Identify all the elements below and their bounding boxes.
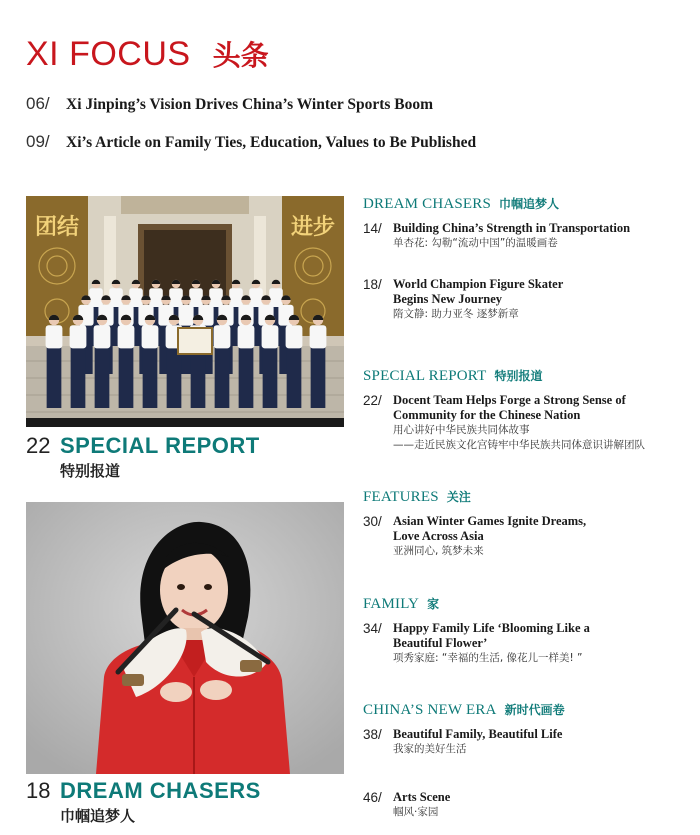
toc-item-page: 34/ xyxy=(363,621,382,636)
top-item-title: Xi’s Article on Family Ties, Education, Values to Be Published xyxy=(66,134,477,151)
skater-photo-image xyxy=(26,502,344,774)
caption-title-en: SPECIAL REPORT xyxy=(60,433,260,458)
toc-item-page: 30/ xyxy=(363,514,382,529)
section-title-zh: 特别报道 xyxy=(494,369,543,383)
person-figure xyxy=(94,315,111,408)
page-header xyxy=(26,34,269,74)
section-title-en: FAMILY xyxy=(363,596,420,612)
group-photo-image xyxy=(26,196,344,427)
toc-item-subtitle: 单杏花: 勾勒“流动中国”的温暖画卷 xyxy=(393,237,558,249)
top-item-title: Xi Jinping’s Vision Drives China’s Winter Sports Boom xyxy=(66,96,434,113)
toc-item[interactable] xyxy=(363,621,693,666)
toc-item-subtitle: 帼风·家园 xyxy=(393,806,439,818)
section-family xyxy=(363,595,693,666)
toc-item-subtitle: 亚洲同心, 筑梦未来 xyxy=(393,545,484,557)
toc-item[interactable] xyxy=(363,393,693,453)
toc-item-title: Happy Family Life ‘Blooming Like a Beautiful Flower’ xyxy=(393,621,590,650)
header-title-en: XI FOCUS xyxy=(26,35,191,73)
caption-page-number: 18 xyxy=(26,778,51,803)
person-figure xyxy=(238,315,255,408)
toc-item-page: 22/ xyxy=(363,393,382,408)
person-figure xyxy=(262,315,279,408)
caption-title-zh: 巾帼追梦人 xyxy=(60,807,136,825)
toc-item-page: 46/ xyxy=(363,790,382,805)
toc-item-subtitle: 隋文静: 助力亚冬 逐梦新章 xyxy=(393,308,519,320)
section-special-report xyxy=(363,367,693,453)
toc-item[interactable] xyxy=(363,790,693,820)
header-title-zh: 头条 xyxy=(212,39,269,72)
person-figure xyxy=(46,315,63,408)
caption-title-zh: 特别报道 xyxy=(60,462,121,480)
top-item[interactable] xyxy=(26,94,433,114)
toc-item-title: Asian Winter Games Ignite Dreams, Love Across Asia xyxy=(393,514,587,543)
certificate xyxy=(178,328,212,354)
toc-item-page: 38/ xyxy=(363,727,382,742)
section-features xyxy=(363,488,693,559)
toc-item-title: Docent Team Helps Forge a Strong Sense of Community for the Chinese Nation xyxy=(393,393,626,422)
toc-item-page: 14/ xyxy=(363,221,382,236)
toc-item-subtitle: 我家的美好生活 xyxy=(393,743,467,755)
dream-chasers-caption xyxy=(26,778,261,826)
top-item[interactable] xyxy=(26,132,476,152)
section-new-era xyxy=(363,701,693,757)
person-figure xyxy=(286,315,303,408)
toc-item-title: Building China’s Strength in Transportation xyxy=(393,221,631,235)
section-dream-chasers xyxy=(363,195,693,322)
section-title-en: DREAM CHASERS xyxy=(363,196,492,212)
person-figure xyxy=(118,315,135,408)
section-title-zh: 新时代画卷 xyxy=(504,703,565,717)
section-title-zh: 家 xyxy=(427,597,440,611)
toc-item[interactable] xyxy=(363,514,693,559)
toc-item-subtitle-2: ——走近民族文化宫铸牢中华民族共同体意识讲解团队 xyxy=(393,439,645,451)
caption-page-number: 22 xyxy=(26,433,51,458)
person-figure xyxy=(214,315,231,408)
section-title-en: SPECIAL REPORT xyxy=(363,368,487,384)
person-figure xyxy=(142,315,159,408)
top-item-page: 06/ xyxy=(26,94,50,113)
toc-item[interactable] xyxy=(363,221,693,251)
person-figure xyxy=(310,315,327,408)
toc-item-title: World Champion Figure Skater Begins New Journey xyxy=(393,277,564,306)
banner-right-text: 进步 xyxy=(290,215,336,240)
banner-left-text: 团结 xyxy=(34,215,80,240)
caption-title-en: DREAM CHASERS xyxy=(60,778,261,803)
dream-chasers-photo[interactable] xyxy=(26,502,344,774)
toc-item-title: Beautiful Family, Beautiful Life xyxy=(393,727,563,741)
toc-item[interactable] xyxy=(363,277,693,322)
top-item-page: 09/ xyxy=(26,132,50,151)
toc-item-subtitle: 项秀家庭: “幸福的生活, 像花儿一样美! ” xyxy=(393,652,583,664)
section-arts xyxy=(363,784,693,820)
toc-item-title: Arts Scene xyxy=(393,790,451,804)
toc-item-page: 18/ xyxy=(363,277,382,292)
section-title-en: CHINA’S NEW ERA xyxy=(363,702,497,718)
toc-item[interactable] xyxy=(363,727,693,757)
person-figure xyxy=(70,315,87,408)
section-title-zh: 关注 xyxy=(446,490,471,504)
toc-item-subtitle: 用心讲好中华民族共同体故事 xyxy=(393,424,530,436)
special-report-caption xyxy=(26,433,260,481)
special-report-photo[interactable] xyxy=(26,196,344,427)
section-title-zh: 巾帼追梦人 xyxy=(499,197,560,211)
section-title-en: FEATURES xyxy=(363,489,439,505)
